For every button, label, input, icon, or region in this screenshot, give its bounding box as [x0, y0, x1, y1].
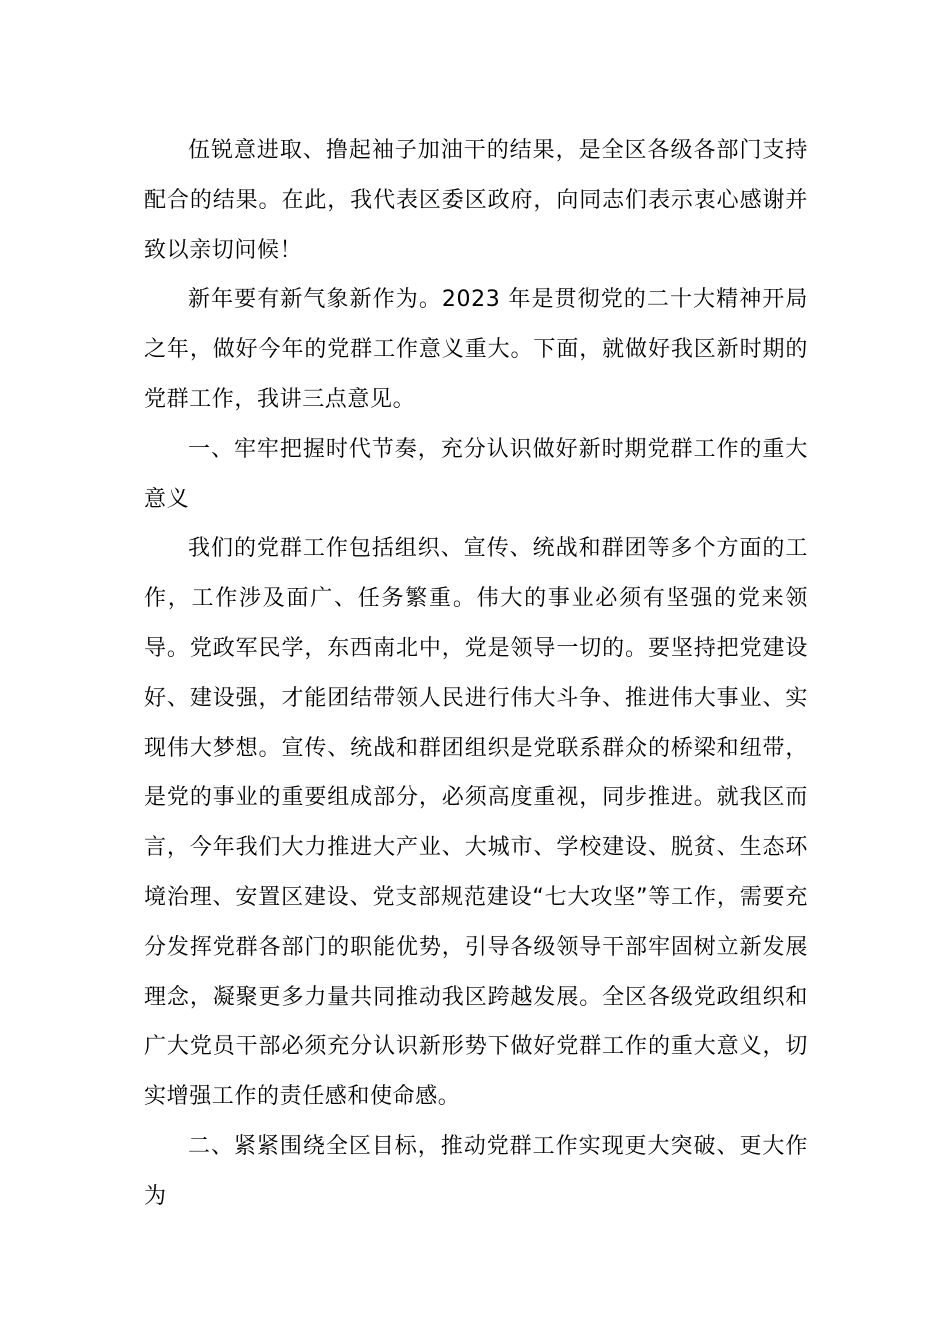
document-body — [144, 126, 808, 1222]
section-heading-one: 一、牢牢把握时代节奏，充分认识做好新时期党群工作的重大意义 — [144, 436, 808, 512]
paragraph-intro: 新年要有新气象新作为。2023 年是贯彻党的二十大精神开局之年，做好今年的党群工作意义重大。下面，就做好我区新时期的党群工作，我讲三点意见。 — [144, 287, 808, 412]
paragraph-continuation: 伍锐意进取、撸起袖子加油干的结果，是全区各级各部门支持配合的结果。在此，我代表区委区政府，向同志们表示衷心感谢并致以亲切问候！ — [144, 138, 808, 263]
paragraph-body: 我们的党群工作包括组织、宣传、统战和群团等多个方面的工作，工作涉及面广、任务繁重。伟大的事业必须有坚强的党来领导。党政军民学，东西南北中，党是领导一切的。要坚持把党建设好、建设强，才能团结带领人民进行伟大斗争、推进伟大事业、实现伟大梦想。宣传、统战和群团组织是党联系群众的桥梁和纽带，是党的事业的重要组成部分，必须高度重视，同步推进。就我区而言，今年我们大力推进大产业、大城市、学校建设、脱贫、生态环境治理、安置区建设、党支部规范建设“七大攻坚”等工作，需要充分发挥党群各部门的职能优势，引导各级领导干部牢固树立新发展理念，凝聚更多力量共同推动我区跨越发展。全区各级党政组织和广大党员干部必须充分认识新形势下做好党群工作的重大意义，切实增强工作的责任感和使命感。 — [144, 536, 808, 1110]
section-heading-two: 二、紧紧围绕全区目标，推动党群工作实现更大突破、更大作为 — [144, 1133, 808, 1209]
